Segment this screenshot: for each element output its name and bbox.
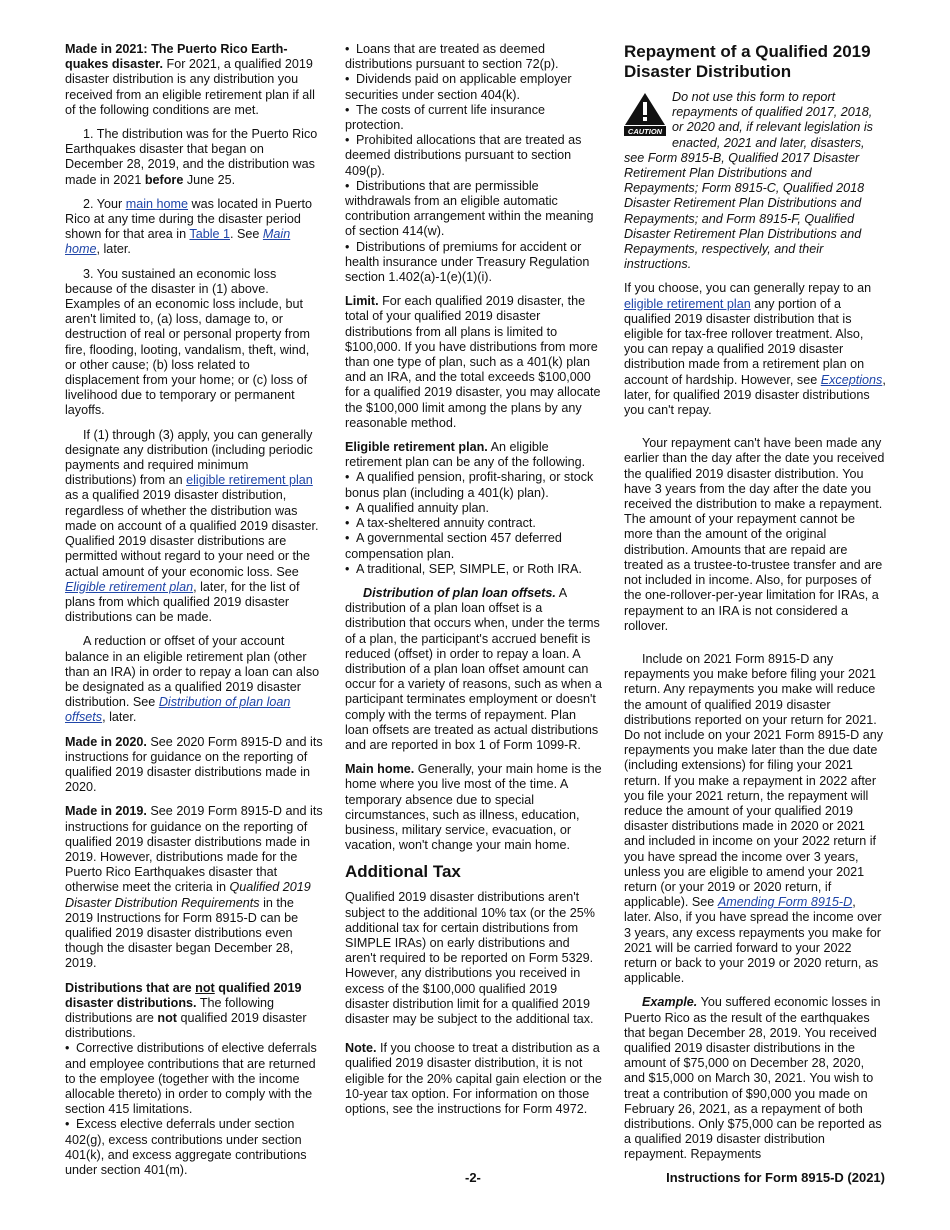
list-item: • A traditional, SEP, SIMPLE, or Roth IRA.: [345, 562, 603, 577]
list-item: • A qualified annuity plan.: [345, 501, 603, 516]
made-2020-heading: Made in 2020.: [65, 734, 147, 749]
list-item: • Prohibited allocations that are treated as deemed distributions pursuant to section 409(p).: [345, 133, 603, 179]
repayment-text-c: , later, for qualified 2019 disaster distributions you can't repay.: [624, 372, 886, 418]
reduction-text-a: A reduction or offset of your account balance in an eligible retirement plan (other than an IRA) in order to repay a loan can also be designated as a qualified 2019 disaster distribution. See: [65, 634, 320, 710]
list-item: • Distributions of premiums for accident or health insurance under Treasury Regulation section 1.402(a)-1(e)(1)(i).: [345, 240, 603, 286]
reduction-text-b: , later.: [102, 710, 137, 725]
condition-1-end: June 25.: [186, 172, 236, 187]
list-item: • A tax-sheltered annuity contract.: [345, 516, 603, 531]
column-2: [345, 42, 603, 1126]
caution-icon: [624, 92, 666, 136]
made-2019-text-a: See 2019 Form 8915-D and its instructions for guidance on the reporting of qualified 2019 disaster distributions made in 2019. However, distributions made for the Puerto Rico Earthquakes disaster that otherwise meet the criteria in: [65, 804, 323, 895]
made-2019-italic: Qualified 2019 Disaster Distribution Requirements: [65, 880, 311, 910]
page-number: -2-: [465, 1170, 481, 1185]
made-2021-heading: Made in 2021: The Puerto Rico Earth-quakes disaster.: [65, 42, 288, 72]
made-2021-paragraph: [65, 42, 323, 118]
amending-form-link[interactable]: Amending Form 8915-D: [717, 895, 853, 910]
eligible-plan-ref-link[interactable]: Eligible retirement plan: [65, 579, 194, 594]
caution-paragraph: [624, 90, 886, 272]
designate-text-c: , later, for the list of plans from which qualified 2019 disaster distributions can be made.: [65, 579, 300, 625]
not-qualified-text-bold: not: [157, 1010, 177, 1025]
caution-label: CAUTION: [627, 127, 663, 136]
list-item: • Dividends paid on applicable employer securities under section 404(k).: [345, 72, 603, 102]
limit-paragraph: [345, 294, 603, 431]
main-home-link[interactable]: main home: [125, 196, 189, 211]
repayment-text-b: any portion of a qualified 2019 disaster distribution that is eligible for tax-free rollover treatment. Also, you can repay a qualified 2019 disaster distribution made from a retirement plan on account of hardship. However, see: [624, 296, 865, 387]
table-1-link[interactable]: Table 1: [189, 227, 231, 242]
condition-2-text-c: . See: [230, 227, 260, 242]
eligible-plan-link[interactable]: eligible retirement plan: [186, 473, 313, 488]
plan-loan-offsets-heading: Distribution of plan loan offsets.: [363, 585, 556, 600]
repayment-heading: Repayment of a Qualified 2019 Disaster Distribution: [624, 42, 871, 81]
condition-2-text-b: was located in Puerto Rico at any time during the disaster period shown for that area in: [65, 196, 312, 242]
designate-text-b: as a qualified 2019 disaster distribution, regardless of whether the distribution was made on account of a qualified 2019 disaster. Qualified 2019 disaster distributions are permitted without regard to your need or the actual amount of your economic loss. See: [65, 488, 319, 579]
note-paragraph: [345, 1041, 603, 1117]
plan-loan-offsets-paragraph: [345, 586, 603, 753]
made-2019-paragraph: [65, 804, 323, 971]
made-2019-heading: Made in 2019.: [65, 804, 147, 819]
list-item: • Excess elective deferrals under section 402(g), excess contributions under section 401(k), and excess aggregate contributions under section 401(m).: [65, 1117, 323, 1178]
footer-title: Instructions for Form 8915-D (2021): [666, 1170, 885, 1185]
condition-2-text-d: , later.: [96, 242, 131, 257]
example-heading: Example.: [642, 995, 698, 1010]
list-item: • A qualified pension, profit-sharing, or stock bonus plan (including a 401(k) plan).: [345, 470, 603, 500]
limit-text: For each qualified 2019 disaster, the total of your qualified 2019 disaster distributions from all plans is limited to $100,000. If you have distributions from more than one type of plan, such as a 401(k) plan and an IRA, and the total exceeds $100,000 for a qualified 2019 disaster, you may allocate the $100,000 limit among the plans by any reasonable method.: [345, 294, 601, 430]
additional-tax-heading: Additional Tax: [345, 862, 461, 882]
repayment-paragraph-2: Your repayment can't have been made any earlier than the day after the date you received the qualified 2019 disaster distribution. You have 3 years from the day after the date you received the distribution to make a repayment. The amount of your repayment cannot be more than the amount of the original distribution. Amounts that are repaid are treated as a trustee-to-trustee transfer and are not included in income. Also, for purposes of the one-rollover-per-year limitation for IRAs, a repayment to an IRA is not considered a rollover.: [624, 436, 885, 633]
condition-1-text: 1. The distribution was for the Puerto Rico Earthquakes disaster that began on December 28, 2019, and the distribution was made in 2021: [65, 127, 318, 187]
limit-heading: Limit.: [345, 294, 379, 309]
condition-1-bold: before: [144, 172, 184, 187]
additional-tax-paragraph: Qualified 2019 disaster distributions aren't subject to the additional 10% tax (or the 25% additional tax for certain distributions from SIMPLE IRAs) on early distributions and aren't required to be reported on Form 5329. However, any distributions you received in excess of the $100,000 qualified 2019 disaster distribution limit for a qualified 2019 disaster may be subject to the additional tax.: [345, 890, 595, 1026]
repayment-paragraph-3: [624, 652, 886, 986]
condition-2-text: 2. Your: [83, 196, 123, 211]
list-item: • The costs of current life insurance protection.: [345, 103, 603, 133]
main-home-text: Generally, your main home is the home where you live most of the time. A temporary absence due to special circumstances, such as illness, education, business, military service, evacuation, or vacation, won't change your main home.: [345, 762, 602, 853]
repayment-paragraph-1: [624, 281, 886, 418]
made-2021-text: For 2021, a qualified 2019 disaster distribution is any distribution you received from an eligible retirement plan if all of the following conditions are met.: [65, 57, 315, 117]
list-item: • Loans that are treated as deemed distributions pursuant to section 72(p).: [345, 42, 603, 72]
note-heading: Note.: [345, 1041, 377, 1056]
eligible-plan-heading: Eligible retirement plan.: [345, 440, 488, 455]
not-qualified-paragraph: [65, 981, 323, 1042]
made-2020-paragraph: [65, 735, 323, 796]
main-home-ref-link[interactable]: Main home: [65, 227, 291, 257]
exceptions-link[interactable]: Exceptions: [820, 372, 883, 387]
designate-paragraph: [65, 428, 323, 626]
note-text: If you choose to treat a distribution as a qualified 2019 disaster distribution, it is not eligible for the 20% capital gain election or the 10-year tax option. For information on those options, see the instructions for Form 4972.: [345, 1041, 602, 1116]
not-qualified-heading-underline: not: [195, 980, 215, 995]
caution-text: Do not use this form to report repayments of qualified 2017, 2018, or 2020 and, if relevant legislation is enacted, 2021 and later, disasters, see Form 8915-B, Qualified 2017 Disaster Retirement Plan Distributions and Repayments; Form 8915-C, Qualified 2018 Disaster Retirement Plan Distributions and Repayments; and Form 8915-F, Qualified Disaster Retirement Plan Distributions and Repayments, respectively, and their instructions.: [624, 90, 873, 272]
not-qualified-text-b: qualified 2019 disaster distributions.: [65, 1010, 307, 1041]
repayment-text-3b: , later. Also, if you have spread the income over 3 years, any excess repayments you make for 2021 will be carried forward to your 2022 return or back to your 2019 or 2020 return, as applicable.: [624, 895, 882, 986]
example-text: You suffered economic losses in Puerto Rico as the result of the earthquakes that began December 28, 2019. You received qualified 2019 disaster distributions in the amount of $75,000 on December 28, 2020, and $15,000 on March 30, 2021. You wish to treat a contribution of $90,000 you made on February 26, 2021, as a repayment of both distributions. Only $75,000 can be reported as a qualified 2019 disaster distribution repayment. Repayments: [624, 995, 882, 1162]
column-1: [65, 42, 323, 1178]
main-home-heading: Main home.: [345, 762, 415, 777]
list-item: • Distributions that are permissible withdrawals from an eligible automatic contribution arrangement within the meaning of section 414(w).: [345, 179, 603, 240]
example-paragraph: [624, 995, 886, 1162]
condition-3: 3. You sustained an economic loss because of the disaster in (1) above. Examples of an economic loss include, but aren't limited to, (a) loss, damage to, or destruction of real or personal property from fire, flooding, looting, vandalism, theft, wind, or other cause; (b) loss related to displacement from your home; or (c) loss of livelihood due to temporary or permanent layoffs.: [65, 266, 310, 418]
reduction-paragraph: [65, 634, 323, 725]
repayment-text-a: If you choose, you can generally repay to an: [624, 281, 872, 296]
not-qualified-heading-a: Distributions that are: [65, 980, 192, 995]
column-3: [624, 42, 886, 1172]
made-2019-text-b: in the 2019 Instructions for Form 8915-D can be qualified 2019 disaster distributions even though the disaster began December 28, 2019.: [65, 895, 299, 971]
eligible-plan-text: An eligible retirement plan can be any of the following.: [345, 440, 586, 470]
condition-2: [65, 197, 323, 258]
repayment-text-3a: Include on 2021 Form 8915-D any repayments you make before filing your 2021 return. Any repayments you make will reduce the amount of qualified 2019 disaster distributions reported on your return for 2021. Do not include on your 2021 Form 8915-D any repayments you make later than the due date (including extensions) for filing your 2021 return. If you make a repayment in 2022 after you file your 2021 return, the repayment will reduce the amount of your qualified 2019 disaster distributions made in 2020 or 2021 and included in income on your 2022 return if you have spread the income over 3 years, unless you are eligible to amend your 2021 return (or your 2019 or 2020 return, if applicable). See: [624, 651, 884, 910]
eligible-plan-paragraph: [345, 440, 603, 470]
not-qualified-text-a: The following distributions are: [65, 995, 275, 1025]
designate-text-a: If (1) through (3) apply, you can generally designate any distribution (including periodic payments and required minimum distributions) from an: [65, 427, 313, 488]
made-2020-text: See 2020 Form 8915-D and its instructions for guidance on the reporting of qualified 2019 disaster distributions made in 2020.: [65, 734, 323, 795]
list-item: • Corrective distributions of elective deferrals and employee contributions that are returned to the employee (together with the income allocable thereto) in order to comply with the section 415 limitations.: [65, 1041, 323, 1117]
main-home-paragraph: [345, 762, 603, 853]
plan-loan-offsets-text: A distribution of a plan loan offset is a distribution that occurs when, under the terms of a plan, the participant's accrued benefit is reduced (offset) in order to repay a loan. A distribution of a plan loan offset amount can occur for a variety of reasons, such as when a participant terminates employment or doesn't comply with the terms of repayment. Plan loan offsets are treated as actual distributions and are reported in box 1 of Form 1099-R.: [345, 585, 602, 752]
eligible-plan-link-2[interactable]: eligible retirement plan: [624, 296, 751, 311]
condition-1: [65, 127, 323, 188]
plan-loan-offsets-link[interactable]: Distribution of plan loan offsets: [65, 695, 291, 725]
list-item: • A governmental section 457 deferred compensation plan.: [345, 531, 603, 561]
not-qualified-heading-b: qualified 2019 disaster distributions.: [65, 980, 302, 1010]
